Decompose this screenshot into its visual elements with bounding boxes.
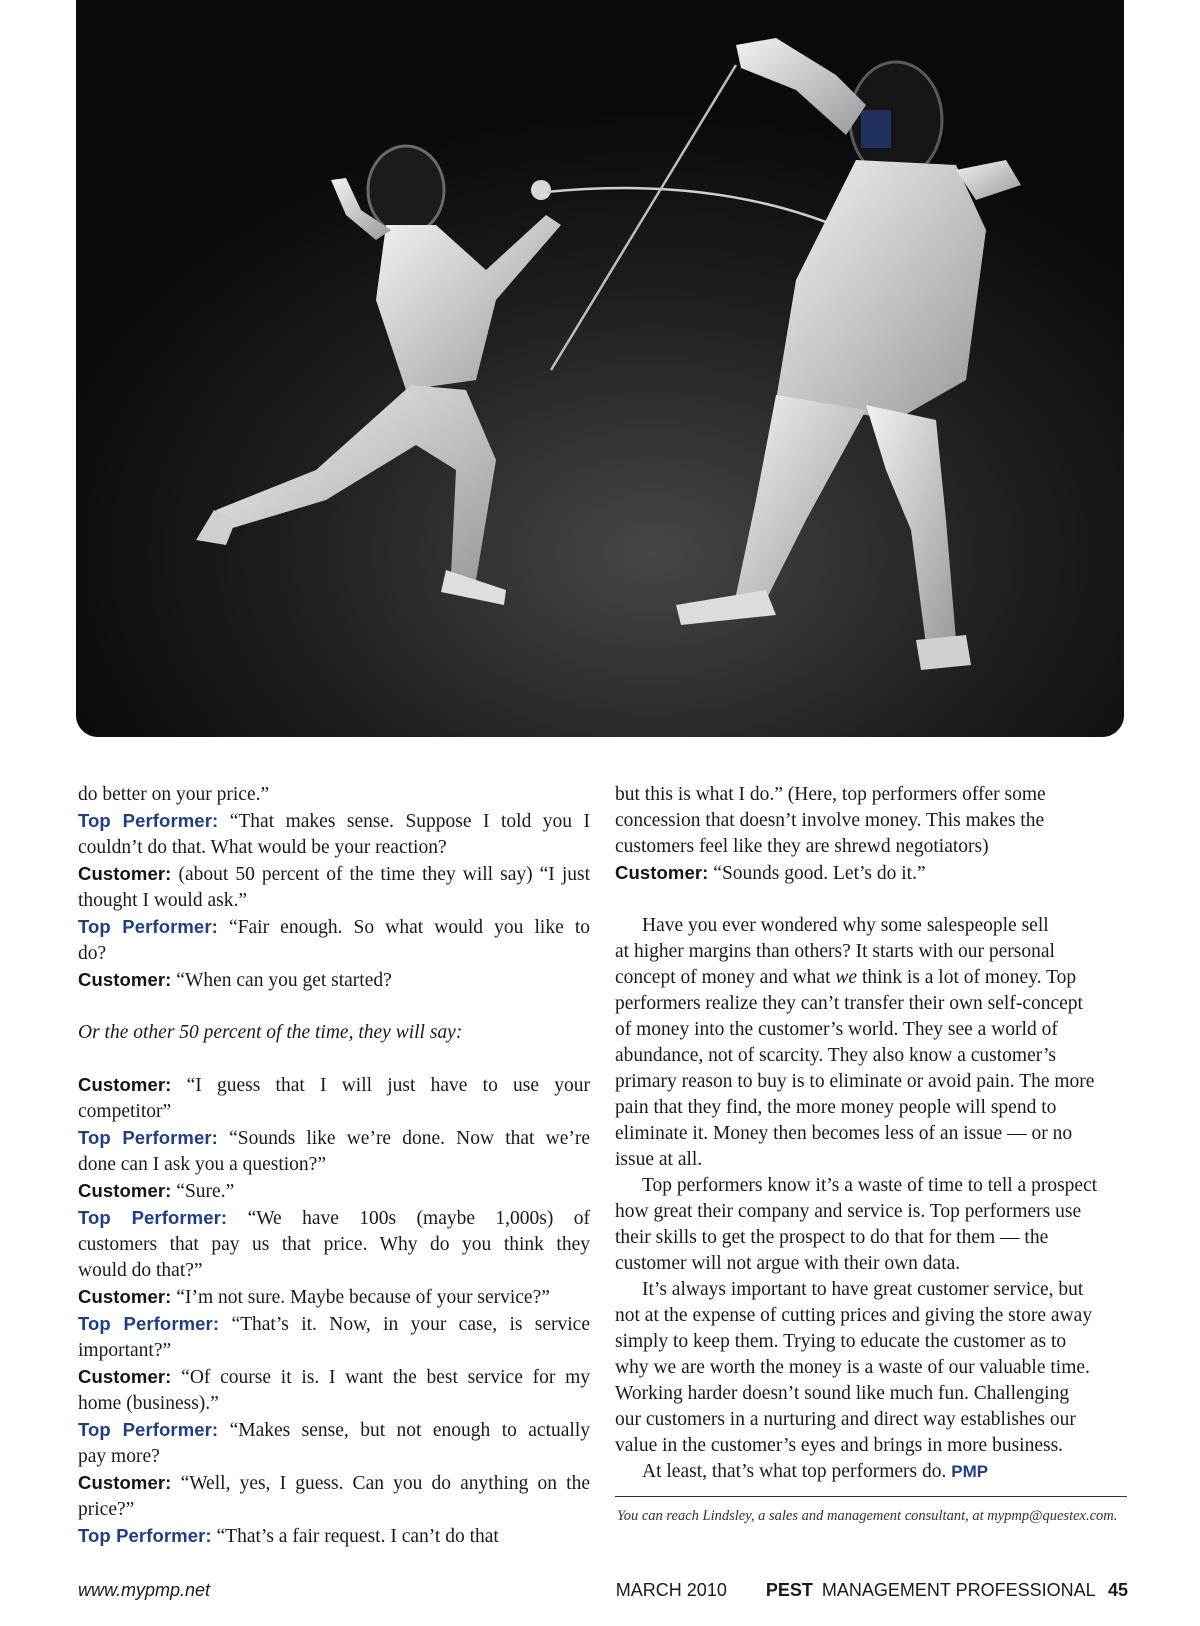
dialogue-line: Customer: “When can you get started? [78,969,392,991]
footer-website: www.mypmp.net [78,1580,211,1600]
paragraph-line: It’s always important to have great customer service, but [642,1279,1084,1300]
customer-label: Customer: [78,1074,172,1095]
dialogue-line: Top Performer: “Sounds like we’re done. Now that we’re [78,1127,590,1149]
paragraph-line: simply to keep them. Trying to educate the customer as to [615,1331,1067,1352]
top-performer-label: Top Performer: [78,1313,220,1334]
dialogue-block [78,1205,590,1284]
fencers-illustration [76,0,1124,737]
dialogue-line: Customer: “Of course it is. I want the best service for my [78,1366,590,1388]
paragraph-gap [615,887,1127,913]
paragraph-line: issue at all. [615,1149,703,1170]
dialogue-line: customers that pay us that price. Why do you think they [78,1234,590,1255]
top-performer-label: Top Performer: [78,810,219,831]
dialogue-line: do? [78,943,107,964]
paragraph-line: at higher margins than others? It starts with our personal [615,941,1055,962]
dialogue-line: would do that?” [78,1260,203,1281]
top-performer-label: Top Performer: [78,1127,218,1148]
dialogue-block [78,1284,590,1311]
dialogue-block [78,1470,590,1523]
dialogue-line: Top Performer: “Fair enough. So what would you like to [78,916,590,938]
dialogue-line: important?” [78,1340,172,1361]
dialogue-line: Top Performer: “That makes sense. Suppose I told you I [78,810,591,832]
top-performer-label: Top Performer: [78,916,218,937]
text-line: do better on your price.” [78,784,270,805]
dialogue-block [78,1072,590,1125]
top-performer-label: Top Performer: [78,1419,219,1440]
dialogue-line: Top Performer: “That’s a fair request. I can’t do that [78,1525,499,1547]
paragraph-line: our customers in a nurturing and direct way establishes our [615,1409,1076,1430]
dialogue-block [78,1125,590,1178]
paragraph-line: primary reason to buy is to eliminate or avoid pain. The more [615,1071,1095,1092]
footer-issue-date: MARCH 2010 [615,1580,727,1600]
dialogue-block [78,914,590,967]
dialogue-block [78,1311,590,1364]
dialogue-block [78,1364,590,1417]
footer-brand [766,1580,1100,1600]
paragraph-gap [78,994,590,1020]
paragraph-line: how great their company and service is. Top performers use [615,1201,1082,1222]
pmp-end-mark: PMP [951,1462,989,1481]
dialogue-block [615,860,1127,887]
dialogue-line: Customer: “Well, yes, I guess. Can you do anything on the [78,1472,590,1494]
dialogue-block [78,1523,590,1550]
customer-label: Customer: [78,863,172,884]
italic-aside: Or the other 50 percent of the time, they will say: [78,1022,463,1043]
author-contact-note: You can reach Lindsley, a sales and management consultant, at mypmp@questex.com. [617,1508,1118,1524]
paragraph-line: performers realize they can’t transfer their own self-concept [615,993,1083,1014]
dialogue-line: Top Performer: “That’s it. Now, in your case, is service [78,1313,590,1335]
dialogue-line: competitor” [78,1101,172,1122]
paragraph-line: concept of money and what we think is a lot of money. Top [615,967,1077,988]
paragraph-line: of money into the customer’s world. They see a world of [615,1019,1058,1040]
paragraph-line: why we are worth the money is a waste of our valuable time. [615,1357,1090,1378]
dialogue-line: Customer: (about 50 percent of the time they will say) “I just [78,863,590,885]
dialogue-line: thought I would ask.” [78,890,247,911]
left-column [78,782,590,1550]
paragraph-line: pain that they find, the more money people will spend to [615,1097,1057,1118]
paragraph-line: abundance, not of scarcity. They also know a customer’s [615,1045,1056,1066]
paragraph-line: value in the customer’s eyes and brings in more business. [615,1435,1064,1456]
customer-label: Customer: [78,1180,172,1201]
footer-masthead [608,1580,1128,1604]
dialogue-line: Customer: “Sounds good. Let’s do it.” [615,862,926,884]
paragraph-line: not at the expense of cutting prices and giving the store away [615,1305,1093,1326]
top-performer-label: Top Performer: [78,1525,212,1546]
text-line: but this is what I do.” (Here, top performers offer some [615,784,1046,805]
dialogue-line: home (business).” [78,1393,219,1414]
customer-label: Customer: [615,862,709,883]
paragraph-line: Have you ever wondered why some salespeople sell [642,915,1049,936]
paragraph-line: Working harder doesn’t sound like much fun. Challenging [615,1383,1070,1404]
dialogue-line: Top Performer: “Makes sense, but not enough to actually [78,1419,590,1441]
customer-label: Customer: [78,1286,172,1307]
footer-brand-bold: PEST [765,1580,813,1600]
paragraph-line: eliminate it. Money then becomes less of an issue — or no [615,1123,1073,1144]
dialogue-block [78,808,590,861]
body-paragraph [615,1277,1127,1459]
page-number: 45 [1107,1580,1128,1600]
text-line: customers feel like they are shrewd negotiators) [615,836,989,857]
dialogue-block [78,1178,590,1205]
dialogue-line: Customer: “I’m not sure. Maybe because of your service?” [78,1286,550,1308]
closing-line: At least, that’s what top performers do. PMP [642,1461,989,1482]
dialogue-line: price?” [78,1499,135,1520]
paragraph-line: customer will not argue with their own data. [615,1253,961,1274]
divider-rule [615,1496,1127,1497]
dialogue-line: Customer: “I guess that I will just have to use your [78,1074,590,1096]
dialogue-block [78,861,590,914]
customer-label: Customer: [78,1366,172,1387]
body-paragraph [615,1173,1127,1277]
footer-brand-rest: MANAGEMENT PROFESSIONAL [821,1580,1095,1600]
dialogue-line: Top Performer: “We have 100s (maybe 1,000s) of [78,1207,590,1229]
dialogue-line: Customer: “Sure.” [78,1180,235,1202]
text-line: concession that doesn’t involve money. This makes the [615,810,1045,831]
fencing-photo [76,0,1124,737]
paragraph-line: their skills to get the prospect to do that for them — the [615,1227,1049,1248]
body-paragraph [615,913,1127,1173]
customer-label: Customer: [78,969,172,990]
customer-label: Customer: [78,1472,172,1493]
dialogue-block [78,967,590,994]
top-performer-label: Top Performer: [78,1207,228,1228]
paragraph-gap [78,1046,590,1072]
right-column [615,782,1127,1485]
emphasis-text: we [835,967,858,988]
paragraph-line: Top performers know it’s a waste of time to tell a prospect [642,1175,1098,1196]
dialogue-line: couldn’t do that. What would be your reaction? [78,837,447,858]
dialogue-line: done can I ask you a question?” [78,1154,326,1175]
dialogue-block [78,1417,590,1470]
dialogue-line: pay more? [78,1446,160,1467]
